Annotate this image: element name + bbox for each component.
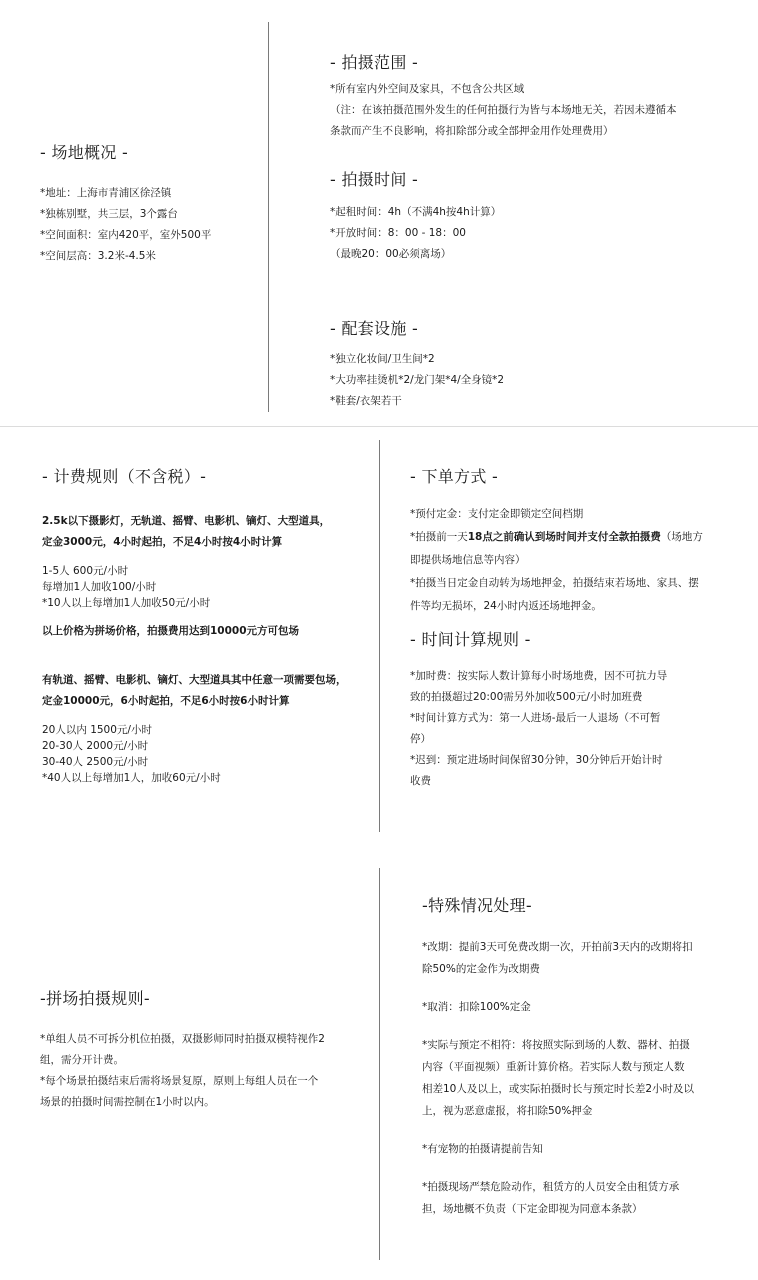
venue-area: *空间面积：室内420平，室外500平	[40, 229, 212, 241]
reschedule-line: *改期：提前3天可免费改期一次，开拍前3天内的改期将扣	[422, 941, 693, 953]
pets-line: *有宠物的拍摄请提前告知	[422, 1143, 543, 1155]
shooting-time	[330, 167, 501, 265]
divider-horizontal-1	[0, 426, 758, 427]
pricing-rate-line: 20-30人 2000元/小时	[42, 740, 149, 752]
pricing-rate-line: 30-40人 2500元/小时	[42, 756, 149, 768]
timing-line: *加时费：按实际人数计算每小时场地费，因不可抗力导	[410, 670, 668, 682]
order-line-prefix: *拍摄前一天	[410, 531, 468, 543]
timing-title: - 时间计算规则 -	[410, 630, 531, 649]
safety-line: 担，场地概不负责（下定金即视为同意本条款）	[422, 1203, 643, 1215]
scope-details	[330, 79, 677, 142]
shared-title: -拼场拍摄规则-	[40, 989, 150, 1008]
scope-line: *所有室内外空间及家具，不包含公共区域	[330, 83, 525, 95]
reschedule-line: 除50%的定金作为改期费	[422, 963, 540, 975]
mismatch-line: 相差10人及以上，或实际拍摄时长与预定时长差2小时及以	[422, 1083, 695, 1095]
order-title: - 下单方式 -	[410, 467, 499, 486]
divider-vertical-2	[379, 440, 380, 832]
time-line: （最晚20：00必须离场）	[330, 248, 452, 260]
time-line: *起租时间：4h（不满4h按4h计算）	[330, 206, 502, 218]
divider-vertical-1	[268, 22, 269, 412]
pricing-details	[42, 511, 347, 786]
cancel-line: *取消：扣除100%定金	[422, 1001, 531, 1013]
time-calculation-rules	[410, 627, 667, 792]
mismatch-line: 上，视为恶意虚报，将扣除50%押金	[422, 1105, 593, 1117]
pricing-rate-line: *40人以上每增加1人，加收60元/小时	[42, 772, 221, 784]
order-line	[410, 526, 703, 549]
order-line-suffix: （场地方	[660, 531, 703, 543]
venue-overview	[40, 140, 211, 267]
shared-shooting-rules	[40, 986, 325, 1113]
pricing-package-line: 有轨道、摇臂、电影机、镝灯、大型道具其中任意一项需要包场，	[42, 674, 347, 686]
mismatch-line: 内容（平面视频）重新计算价格。若实际人数与预定人数	[422, 1061, 685, 1073]
pricing-standard-line: 2.5k以下摄影灯，无轨道、摇臂、电影机、镝灯、大型道具，	[42, 515, 331, 527]
time-line: *开放时间：8：00 - 18：00	[330, 227, 466, 239]
timing-line: 致的拍摄超过20:00需另外加收500元/小时加班费	[410, 691, 643, 703]
venue-title: - 场地概况 -	[40, 143, 129, 162]
facility-item: *独立化妆间/卫生间*2	[330, 353, 435, 365]
shared-line: 场景的拍摄时间需控制在1小时以内。	[40, 1096, 215, 1108]
venue-building: *独栋别墅，共三层，3个露台	[40, 208, 178, 220]
facilities-title: - 配套设施 -	[330, 319, 419, 338]
order-method	[410, 464, 703, 618]
facilities	[330, 316, 504, 412]
facilities-details	[330, 349, 504, 412]
scope-line: （注：在该拍摄范围外发生的任何拍摄行为皆与本场地无关，若因未遵循本	[330, 104, 677, 116]
venue-details	[40, 183, 211, 267]
venue-address: *地址：上海市青浦区徐泾镇	[40, 187, 172, 199]
pricing-rate-line: *10人以上每增加1人加收50元/小时	[42, 597, 211, 609]
special-details	[422, 936, 694, 1220]
facility-item: *大功率挂烫机*2/龙门架*4/全身镜*2	[330, 374, 505, 386]
facility-item: *鞋套/衣架若干	[330, 395, 402, 407]
special-title: -特殊情况处理-	[422, 896, 532, 915]
pricing-rate-line: 20人以内 1500元/小时	[42, 724, 152, 736]
order-line-emphasis: 18点之前确认到场时间并支付全款拍摄费	[467, 531, 661, 543]
order-details	[410, 503, 703, 618]
timing-line: 停）	[410, 733, 431, 745]
order-line: *预付定金：支付定金即锁定空间档期	[410, 508, 584, 520]
scope-line: 条款而产生不良影响，将扣除部分或全部押金用作处理费用）	[330, 125, 614, 137]
time-title: - 拍摄时间 -	[330, 170, 419, 189]
order-line: 即提供场地信息等内容）	[410, 554, 526, 566]
package-note: 以上价格为拼场价格，拍摄费用达到10000元方可包场	[42, 625, 300, 637]
pricing-standard-line: 定金3000元，4小时起拍，不足4小时按4小时计算	[42, 536, 283, 548]
shared-line: *每个场景拍摄结束后需将场景复原，原则上每组人员在一个	[40, 1075, 319, 1087]
pricing-rate-line: 1-5人 600元/小时	[42, 565, 129, 577]
time-details	[330, 202, 501, 265]
timing-line: 收费	[410, 775, 431, 787]
special-cases	[422, 893, 694, 1220]
order-line: 件等均无损坏，24小时内返还场地押金。	[410, 600, 602, 612]
timing-details	[410, 666, 667, 792]
pricing-rules	[42, 464, 347, 786]
pricing-title: - 计费规则（不含税）-	[42, 467, 207, 486]
order-line: *拍摄当日定金自动转为场地押金，拍摄结束若场地、家具、摆	[410, 577, 699, 589]
scope-title: - 拍摄范围 -	[330, 53, 419, 72]
safety-line: *拍摄现场严禁危险动作，租赁方的人员安全由租赁方承	[422, 1181, 680, 1193]
timing-line: *时间计算方式为：第一人进场-最后一人退场（不可暂	[410, 712, 661, 724]
pricing-rate-line: 每增加1人加收100/小时	[42, 581, 157, 593]
divider-vertical-3	[379, 868, 380, 1260]
shared-line: 组，需分开计费。	[40, 1054, 124, 1066]
shooting-scope	[330, 50, 677, 142]
shared-details	[40, 1029, 325, 1113]
shared-line: *单组人员不可拆分机位拍摄，双摄影师同时拍摄双模特视作2	[40, 1033, 325, 1045]
pricing-package-line: 定金10000元，6小时起拍，不足6小时按6小时计算	[42, 695, 290, 707]
timing-line: *迟到：预定进场时间保留30分钟，30分钟后开始计时	[410, 754, 663, 766]
venue-height: *空间层高：3.2米-4.5米	[40, 250, 156, 262]
mismatch-line: *实际与预定不相符：将按照实际到场的人数、器材、拍摄	[422, 1039, 690, 1051]
